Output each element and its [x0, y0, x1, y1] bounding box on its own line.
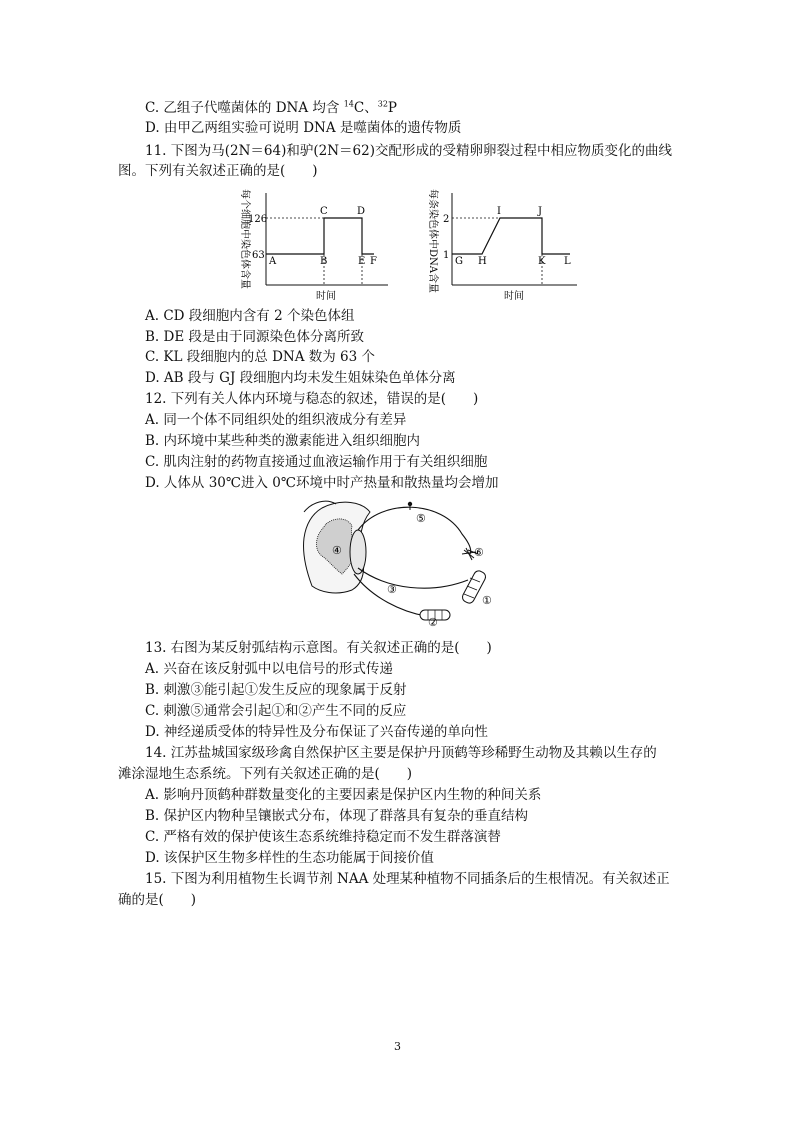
q12-option-b: B. 内环境中某些种类的激素能进入组织细胞内	[145, 433, 421, 449]
chart1-tick-126: 126	[248, 214, 268, 225]
dna-per-chromosome-chart	[422, 185, 592, 303]
chart1-point-f: F	[370, 256, 377, 267]
label-circle-4: ④	[332, 544, 342, 557]
q13-option-b: B. 刺激③能引起①发生反应的现象属于反射	[145, 682, 407, 698]
q14-stem-line1: 14. 江苏盐城国家级珍禽自然保护区主要是保护丹顶鹤等珍稀野生动物及其赖以生存的	[145, 745, 657, 761]
q13-stem: 13. 右图为某反射弧结构示意图。有关叙述正确的是( )	[145, 640, 492, 656]
q10-option-d: D. 由甲乙两组实验可说明 DNA 是噬菌体的遗传物质	[145, 120, 462, 136]
label-circle-5: ⑤	[416, 512, 426, 525]
chart1-point-c: C	[320, 206, 328, 217]
chart1-point-d: D	[357, 206, 366, 217]
reflex-arc-diagram	[292, 494, 502, 628]
q10-option-c: C. 乙组子代噬菌体的 DNA 均含 $^{14}$C、$^{32}$P	[145, 99, 398, 116]
q13-option-d: D. 神经递质受体的特异性及分布保证了兴奋传递的单向性	[145, 724, 488, 740]
q14-option-d: D. 该保护区生物多样性的生态功能属于间接价值	[145, 850, 434, 866]
q11-option-c: C. KL 段细胞内的总 DNA 数为 63 个	[145, 349, 376, 365]
q13-option-c: C. 刺激⑤通常会引起①和②产生不同的反应	[145, 703, 407, 719]
q14-option-b: B. 保护区内物种呈镶嵌式分布，体现了群落具有复杂的垂直结构	[145, 808, 529, 824]
chart1-point-b: B	[320, 256, 328, 267]
chart1-point-a: A	[269, 256, 277, 267]
chart2-point-k: K	[538, 256, 546, 267]
q11-option-b: B. DE 段是由于同源染色体分离所致	[145, 329, 364, 345]
label-circle-3: ③	[387, 583, 397, 596]
q12-option-a: A. 同一个体不同组织处的组织液成分有差异	[145, 412, 407, 428]
chart2-line	[452, 218, 570, 254]
q15-stem-line1: 15. 下图为利用植物生长调节剂 NAA 处理某种植物不同插条后的生根情况。有关叙述正	[145, 871, 670, 887]
afferent-nerve	[358, 507, 471, 554]
q14-option-a: A. 影响丹顶鹤种群数量变化的主要因素是保护区内生物的种间关系	[145, 787, 542, 803]
q14-option-c: C. 严格有效的保护使该生态系统维持稳定而不发生群落演替	[145, 829, 501, 845]
chart2-point-h: H	[478, 256, 487, 267]
q13-option-a: A. 兴奋在该反射弧中以电信号的形式传递	[145, 661, 393, 677]
chromosome-count-chart	[228, 185, 398, 303]
q11-stem-line2: 图。下列有关叙述正确的是( )	[118, 163, 318, 179]
chart2-xlabel: 时间	[504, 291, 524, 302]
chart2-tick-2: 2	[443, 214, 450, 225]
chart1-xlabel: 时间	[316, 291, 336, 302]
q12-option-d: D. 人体从 30℃进入 0℃环境中时产热量和散热量均会增加	[145, 475, 499, 491]
page-number: 3	[394, 1040, 401, 1053]
chart2-point-l: L	[564, 256, 571, 267]
efferent-nerve-1	[358, 568, 468, 588]
chart2-point-j: J	[538, 206, 543, 217]
chart1-ylabel: 每个细胞中染色体含量	[239, 189, 250, 289]
chart1-tick-63: 63	[252, 250, 265, 261]
chart1-point-e: E	[358, 256, 366, 267]
q11-stem-line1: 11. 下图为马(2N＝64)和驴(2N＝62)交配形成的受精卵卵裂过程中相应物质变化的曲线	[145, 143, 672, 159]
chart1-line	[266, 218, 374, 254]
chart2-point-i: I	[497, 206, 501, 217]
q12-option-c: C. 肌肉注射的药物直接通过血液运输作用于有关组织细胞	[145, 454, 488, 470]
q11-option-d: D. AB 段与 GJ 段细胞内均未发生姐妹染色单体分离	[145, 370, 456, 386]
q15-stem-line2: 确的是( )	[118, 892, 197, 908]
q14-stem-line2: 滩涂湿地生态系统。下列有关叙述正确的是( )	[118, 766, 413, 782]
chart2-tick-1: 1	[443, 250, 450, 261]
q12-stem: 12. 下列有关人体内环境与稳态的叙述，错误的是( )	[145, 391, 479, 407]
ganglion	[350, 530, 366, 574]
chart2-ylabel: 每条染色体中DNA含量	[427, 189, 438, 293]
label-circle-2: ②	[428, 616, 438, 628]
label-circle-6: ⑥	[474, 546, 484, 559]
label-circle-1: ①	[482, 594, 492, 607]
q11-option-a: A. CD 段细胞内含有 2 个染色体组	[145, 308, 355, 324]
chart2-point-g: G	[455, 256, 463, 267]
